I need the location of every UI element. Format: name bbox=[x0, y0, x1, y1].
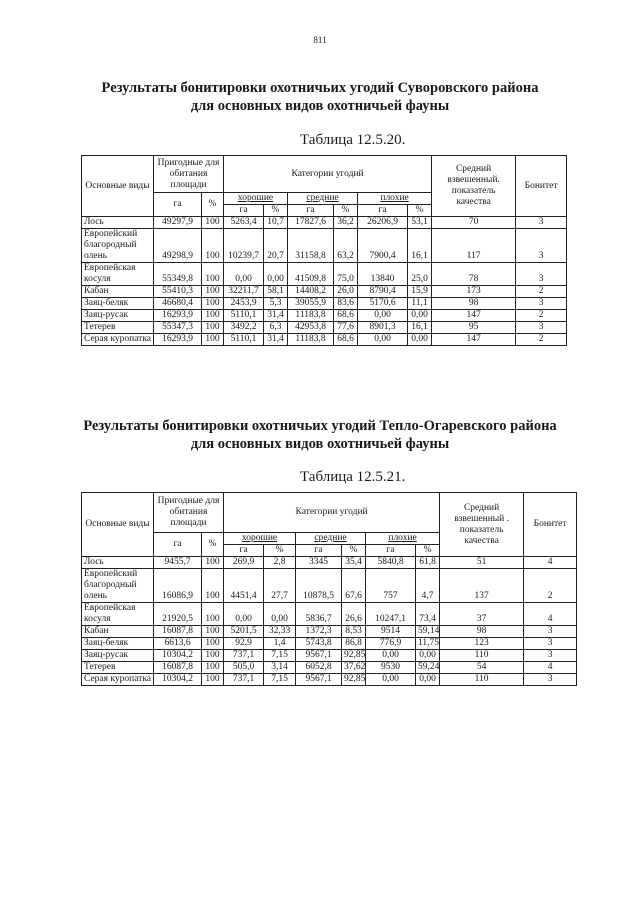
good-pct-cell: 0,00 bbox=[264, 263, 288, 286]
bonitet-cell: 2 bbox=[516, 286, 567, 298]
good-pct-cell: 20,7 bbox=[264, 229, 288, 263]
bad-pct-cell: 61,8 bbox=[416, 557, 440, 569]
bad-pct-cell: 11,1 bbox=[408, 298, 432, 310]
bonitet-cell: 2 bbox=[516, 334, 567, 346]
header-habitat: Пригодные для обитания площади bbox=[154, 493, 224, 533]
header-good-ha: га bbox=[224, 545, 264, 557]
avg-index-cell: 54 bbox=[440, 662, 524, 674]
bad-pct-cell: 25,0 bbox=[408, 263, 432, 286]
bonitet-cell: 2 bbox=[524, 569, 577, 603]
habitat-pct-cell: 100 bbox=[202, 310, 224, 322]
medium-pct-cell: 63,2 bbox=[334, 229, 358, 263]
medium-pct-cell: 67,6 bbox=[342, 569, 366, 603]
good-ha-cell: 3492,2 bbox=[224, 322, 264, 334]
header-species: Основные виды bbox=[82, 493, 154, 557]
bad-pct-cell: 11,75 bbox=[416, 638, 440, 650]
section2-title-line1: Результаты бонитировки охотничьих угодий Тепло-Огаревского района bbox=[83, 418, 557, 434]
medium-pct-cell: 8,53 bbox=[342, 626, 366, 638]
habitat-pct-cell: 100 bbox=[202, 557, 224, 569]
good-pct-cell: 31,4 bbox=[264, 310, 288, 322]
habitat-ha-cell: 21920,5 bbox=[154, 603, 202, 626]
table-row bbox=[82, 674, 577, 686]
bad-pct-cell: 15,9 bbox=[408, 286, 432, 298]
medium-ha-cell: 5743,8 bbox=[296, 638, 342, 650]
bad-ha-cell: 26206,9 bbox=[358, 217, 408, 229]
table-row bbox=[82, 650, 577, 662]
medium-ha-cell: 31158,8 bbox=[288, 229, 334, 263]
habitat-ha-cell: 16293,9 bbox=[154, 334, 202, 346]
medium-ha-cell: 42953,8 bbox=[288, 322, 334, 334]
avg-index-cell: 110 bbox=[440, 674, 524, 686]
table-row bbox=[82, 286, 567, 298]
header-good: хорошие bbox=[224, 193, 288, 205]
species-cell: Кабан bbox=[82, 626, 154, 638]
table-row bbox=[82, 217, 567, 229]
avg-index-cell: 37 bbox=[440, 603, 524, 626]
bad-pct-cell: 16,1 bbox=[408, 322, 432, 334]
header-good-pct: % bbox=[264, 545, 296, 557]
avg-index-cell: 110 bbox=[440, 650, 524, 662]
medium-pct-cell: 36,2 bbox=[334, 217, 358, 229]
header-bad: плохие bbox=[366, 533, 440, 545]
bad-ha-cell: 776,9 bbox=[366, 638, 416, 650]
avg-index-cell: 70 bbox=[432, 217, 516, 229]
species-cell: Заяц-русак bbox=[82, 310, 154, 322]
medium-pct-cell: 35,4 bbox=[342, 557, 366, 569]
habitat-ha-cell: 6613,6 bbox=[154, 638, 202, 650]
habitat-ha-cell: 10304,2 bbox=[154, 650, 202, 662]
good-pct-cell: 6,3 bbox=[264, 322, 288, 334]
habitat-pct-cell: 100 bbox=[202, 263, 224, 286]
bad-ha-cell: 0,00 bbox=[366, 674, 416, 686]
medium-pct-cell: 26,6 bbox=[342, 603, 366, 626]
good-pct-cell: 58,1 bbox=[264, 286, 288, 298]
habitat-ha-cell: 16086,9 bbox=[154, 569, 202, 603]
habitat-pct-cell: 100 bbox=[202, 334, 224, 346]
header-medium: средние bbox=[296, 533, 366, 545]
header-avg-index: Средний взвешенный . показатель качества bbox=[440, 493, 524, 557]
medium-ha-cell: 3345 bbox=[296, 557, 342, 569]
good-ha-cell: 32211,7 bbox=[224, 286, 264, 298]
bonitet-cell: 3 bbox=[524, 674, 577, 686]
header-bad-pct: % bbox=[408, 205, 432, 217]
bad-ha-cell: 5170,6 bbox=[358, 298, 408, 310]
bad-pct-cell: 59,24 bbox=[416, 662, 440, 674]
habitat-pct-cell: 100 bbox=[202, 217, 224, 229]
medium-pct-cell: 26,0 bbox=[334, 286, 358, 298]
habitat-ha-cell: 49298,9 bbox=[154, 229, 202, 263]
habitat-ha-cell: 55349,8 bbox=[154, 263, 202, 286]
table-row bbox=[82, 569, 577, 603]
good-pct-cell: 7,15 bbox=[264, 674, 296, 686]
header-ha: га bbox=[154, 533, 202, 557]
good-pct-cell: 31,4 bbox=[264, 334, 288, 346]
good-pct-cell: 32,33 bbox=[264, 626, 296, 638]
bonitet-cell: 3 bbox=[516, 298, 567, 310]
bad-pct-cell: 16,1 bbox=[408, 229, 432, 263]
good-pct-cell: 2,8 bbox=[264, 557, 296, 569]
species-cell: Тетерев bbox=[82, 662, 154, 674]
habitat-pct-cell: 100 bbox=[202, 674, 224, 686]
avg-index-cell: 78 bbox=[432, 263, 516, 286]
bonitet-cell: 3 bbox=[516, 322, 567, 334]
good-pct-cell: 10,7 bbox=[264, 217, 288, 229]
medium-pct-cell: 37,62 bbox=[342, 662, 366, 674]
species-cell: Европейская косуля bbox=[82, 603, 154, 626]
table-12-5-21 bbox=[81, 492, 577, 686]
header-bad-pct: % bbox=[416, 545, 440, 557]
bad-ha-cell: 13840 bbox=[358, 263, 408, 286]
habitat-ha-cell: 16293,9 bbox=[154, 310, 202, 322]
medium-ha-cell: 9567,1 bbox=[296, 650, 342, 662]
habitat-pct-cell: 100 bbox=[202, 229, 224, 263]
avg-index-cell: 147 bbox=[432, 334, 516, 346]
avg-index-cell: 51 bbox=[440, 557, 524, 569]
header-bad: плохие bbox=[358, 193, 432, 205]
header-categories: Категории угодий bbox=[224, 493, 440, 533]
good-ha-cell: 5110,1 bbox=[224, 310, 264, 322]
good-ha-cell: 92,9 bbox=[224, 638, 264, 650]
species-cell: Заяц-русак bbox=[82, 650, 154, 662]
table-body bbox=[82, 557, 577, 686]
bad-pct-cell: 53,1 bbox=[408, 217, 432, 229]
species-cell: Тетерев bbox=[82, 322, 154, 334]
avg-index-cell: 117 bbox=[432, 229, 516, 263]
medium-pct-cell: 86,8 bbox=[342, 638, 366, 650]
habitat-ha-cell: 9455,7 bbox=[154, 557, 202, 569]
table-row bbox=[82, 322, 567, 334]
good-pct-cell: 7,15 bbox=[264, 650, 296, 662]
habitat-pct-cell: 100 bbox=[202, 298, 224, 310]
habitat-ha-cell: 16087,8 bbox=[154, 662, 202, 674]
section1-title-line2: для основных видов охотничьей фауны bbox=[190, 98, 450, 114]
good-ha-cell: 10239,7 bbox=[224, 229, 264, 263]
avg-index-cell: 147 bbox=[432, 310, 516, 322]
bad-pct-cell: 0,00 bbox=[416, 674, 440, 686]
medium-ha-cell: 1372,3 bbox=[296, 626, 342, 638]
species-cell: Заяц-беляк bbox=[82, 638, 154, 650]
good-pct-cell: 0,00 bbox=[264, 603, 296, 626]
header-habitat: Пригодные для обитания площади bbox=[154, 156, 224, 193]
medium-pct-cell: 92,85 bbox=[342, 650, 366, 662]
bad-pct-cell: 59,14 bbox=[416, 626, 440, 638]
table-row bbox=[82, 263, 567, 286]
header-pct: % bbox=[202, 193, 224, 217]
good-ha-cell: 737,1 bbox=[224, 650, 264, 662]
header-medium-ha: га bbox=[296, 545, 342, 557]
habitat-ha-cell: 55410,3 bbox=[154, 286, 202, 298]
species-cell: Заяц-беляк bbox=[82, 298, 154, 310]
species-cell: Лось bbox=[82, 557, 154, 569]
header-good: хорошие bbox=[224, 533, 296, 545]
header-avg-index: Средний взвешенный. показатель качества bbox=[432, 156, 516, 217]
bonitet-cell: 3 bbox=[516, 263, 567, 286]
species-cell: Лось bbox=[82, 217, 154, 229]
table-row bbox=[82, 638, 577, 650]
header-medium: средние bbox=[288, 193, 358, 205]
bonitet-cell: 4 bbox=[524, 557, 577, 569]
page-number: 811 bbox=[313, 35, 327, 45]
medium-pct-cell: 75,0 bbox=[334, 263, 358, 286]
habitat-pct-cell: 100 bbox=[202, 638, 224, 650]
table-row bbox=[82, 557, 577, 569]
table-body bbox=[82, 217, 567, 346]
medium-pct-cell: 92,85 bbox=[342, 674, 366, 686]
bad-ha-cell: 0,00 bbox=[366, 650, 416, 662]
header-medium-pct: % bbox=[342, 545, 366, 557]
bad-pct-cell: 0,00 bbox=[408, 334, 432, 346]
header-bad-ha: га bbox=[358, 205, 408, 217]
habitat-pct-cell: 100 bbox=[202, 626, 224, 638]
avg-index-cell: 95 bbox=[432, 322, 516, 334]
header-pct: % bbox=[202, 533, 224, 557]
bonitet-cell: 3 bbox=[524, 638, 577, 650]
bad-pct-cell: 4,7 bbox=[416, 569, 440, 603]
good-ha-cell: 505,0 bbox=[224, 662, 264, 674]
bad-ha-cell: 5840,8 bbox=[366, 557, 416, 569]
species-cell: Серая куропатка bbox=[82, 334, 154, 346]
medium-ha-cell: 11183,8 bbox=[288, 310, 334, 322]
bad-ha-cell: 9530 bbox=[366, 662, 416, 674]
bad-ha-cell: 10247,1 bbox=[366, 603, 416, 626]
bonitet-cell: 3 bbox=[516, 217, 567, 229]
habitat-pct-cell: 100 bbox=[202, 650, 224, 662]
avg-index-cell: 98 bbox=[440, 626, 524, 638]
avg-index-cell: 98 bbox=[432, 298, 516, 310]
medium-pct-cell: 68,6 bbox=[334, 334, 358, 346]
medium-ha-cell: 9567,1 bbox=[296, 674, 342, 686]
header-ha: га bbox=[154, 193, 202, 217]
header-bonitet: Бонитет bbox=[516, 156, 567, 217]
species-cell: Европейский благородный олень bbox=[82, 229, 154, 263]
avg-index-cell: 173 bbox=[432, 286, 516, 298]
medium-pct-cell: 68,6 bbox=[334, 310, 358, 322]
medium-ha-cell: 41509,8 bbox=[288, 263, 334, 286]
species-cell: Европейская косуля bbox=[82, 263, 154, 286]
bonitet-cell: 2 bbox=[516, 310, 567, 322]
habitat-pct-cell: 100 bbox=[202, 569, 224, 603]
section1-title-line1: Результаты бонитировки охотничьих угодий Суворовского района bbox=[101, 80, 539, 96]
habitat-ha-cell: 46680,4 bbox=[154, 298, 202, 310]
medium-ha-cell: 39055,9 bbox=[288, 298, 334, 310]
bad-ha-cell: 0,00 bbox=[358, 310, 408, 322]
table-12-5-20-caption: Таблица 12.5.20. bbox=[300, 132, 406, 148]
bad-ha-cell: 757 bbox=[366, 569, 416, 603]
header-categories: Категории угодий bbox=[224, 156, 432, 193]
medium-pct-cell: 77,6 bbox=[334, 322, 358, 334]
medium-ha-cell: 5836,7 bbox=[296, 603, 342, 626]
habitat-ha-cell: 10304,2 bbox=[154, 674, 202, 686]
medium-ha-cell: 10878,5 bbox=[296, 569, 342, 603]
table-row bbox=[82, 662, 577, 674]
habitat-ha-cell: 16087,8 bbox=[154, 626, 202, 638]
header-medium-pct: % bbox=[334, 205, 358, 217]
good-ha-cell: 737,1 bbox=[224, 674, 264, 686]
section2-title-line2: для основных видов охотничьей фауны bbox=[190, 436, 450, 452]
table-12-5-21-caption: Таблица 12.5.21. bbox=[300, 469, 406, 485]
header-bad-ha: га bbox=[366, 545, 416, 557]
good-pct-cell: 1,4 bbox=[264, 638, 296, 650]
habitat-ha-cell: 49297,9 bbox=[154, 217, 202, 229]
header-medium-ha: га bbox=[288, 205, 334, 217]
good-pct-cell: 27,7 bbox=[264, 569, 296, 603]
table-row bbox=[82, 626, 577, 638]
bad-ha-cell: 8901,3 bbox=[358, 322, 408, 334]
good-ha-cell: 269,9 bbox=[224, 557, 264, 569]
good-pct-cell: 5,3 bbox=[264, 298, 288, 310]
habitat-pct-cell: 100 bbox=[202, 603, 224, 626]
table-12-5-20 bbox=[81, 155, 567, 346]
header-good-pct: % bbox=[264, 205, 288, 217]
medium-pct-cell: 83,6 bbox=[334, 298, 358, 310]
species-cell: Кабан bbox=[82, 286, 154, 298]
table-row bbox=[82, 334, 567, 346]
good-ha-cell: 2453,9 bbox=[224, 298, 264, 310]
avg-index-cell: 137 bbox=[440, 569, 524, 603]
medium-ha-cell: 17827,6 bbox=[288, 217, 334, 229]
header-good-ha: га bbox=[224, 205, 264, 217]
habitat-pct-cell: 100 bbox=[202, 286, 224, 298]
header-species: Основные виды bbox=[82, 156, 154, 217]
bad-pct-cell: 73,4 bbox=[416, 603, 440, 626]
bad-ha-cell: 9514 bbox=[366, 626, 416, 638]
table-row bbox=[82, 298, 567, 310]
good-ha-cell: 0,00 bbox=[224, 263, 264, 286]
medium-ha-cell: 6052,8 bbox=[296, 662, 342, 674]
habitat-ha-cell: 55347,3 bbox=[154, 322, 202, 334]
bad-ha-cell: 7900,4 bbox=[358, 229, 408, 263]
medium-ha-cell: 11183,8 bbox=[288, 334, 334, 346]
bonitet-cell: 3 bbox=[516, 229, 567, 263]
bonitet-cell: 4 bbox=[524, 662, 577, 674]
table-row bbox=[82, 310, 567, 322]
medium-ha-cell: 14408,2 bbox=[288, 286, 334, 298]
good-ha-cell: 5110,1 bbox=[224, 334, 264, 346]
bad-pct-cell: 0,00 bbox=[416, 650, 440, 662]
species-cell: Европейский благородный олень bbox=[82, 569, 154, 603]
habitat-pct-cell: 100 bbox=[202, 662, 224, 674]
bonitet-cell: 3 bbox=[524, 650, 577, 662]
header-bonitet: Бонитет bbox=[524, 493, 577, 557]
table-row bbox=[82, 603, 577, 626]
good-ha-cell: 0,00 bbox=[224, 603, 264, 626]
good-ha-cell: 5201,5 bbox=[224, 626, 264, 638]
good-ha-cell: 5263,4 bbox=[224, 217, 264, 229]
bad-ha-cell: 8790,4 bbox=[358, 286, 408, 298]
avg-index-cell: 123 bbox=[440, 638, 524, 650]
table-row bbox=[82, 229, 567, 263]
species-cell: Серая куропатка bbox=[82, 674, 154, 686]
bonitet-cell: 3 bbox=[524, 626, 577, 638]
bonitet-cell: 4 bbox=[524, 603, 577, 626]
habitat-pct-cell: 100 bbox=[202, 322, 224, 334]
bad-pct-cell: 0,00 bbox=[408, 310, 432, 322]
bad-ha-cell: 0,00 bbox=[358, 334, 408, 346]
good-ha-cell: 4451,4 bbox=[224, 569, 264, 603]
good-pct-cell: 3,14 bbox=[264, 662, 296, 674]
